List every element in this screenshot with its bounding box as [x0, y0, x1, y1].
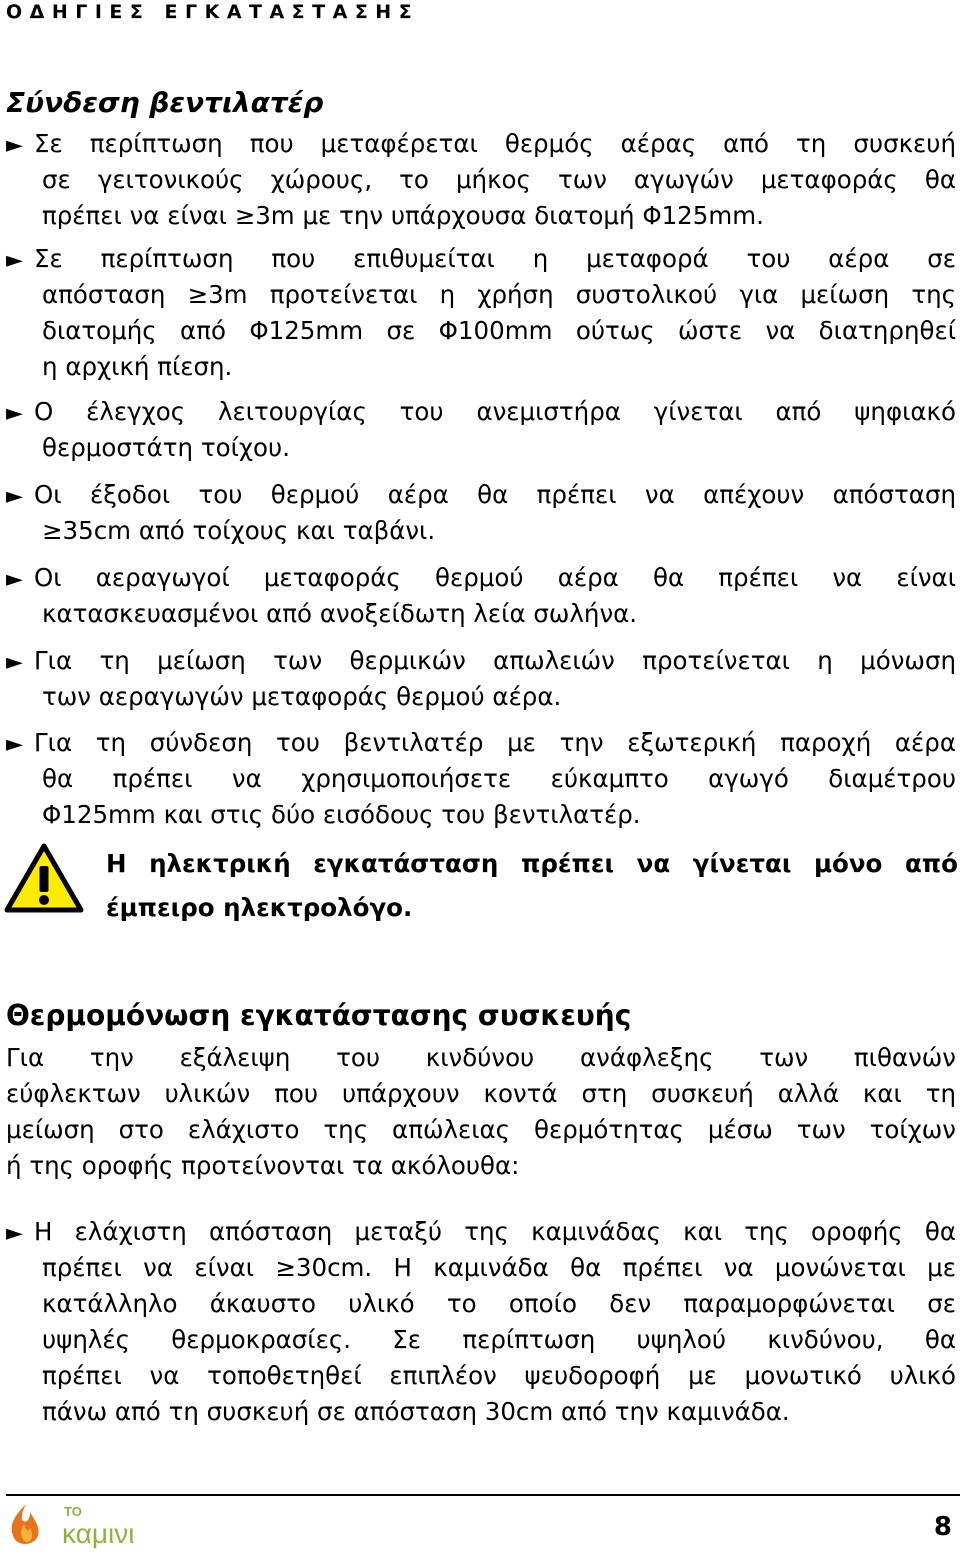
bullet-item-1: ► Σε περίπτωση που μεταφέρεται θερμός αέρας από τη συσκευή σε γειτονικούς χώρους, το μήκος των αγωγών μεταφοράς θα πρέπει να είναι ≥3m με την υπάρχουσα διατομή Φ125mm. — [6, 126, 956, 234]
bullet-arrow-icon: ► — [6, 650, 23, 675]
greater-equal-symbol: ≥ — [42, 516, 63, 545]
bullet-item-7: ► Για τη σύνδεση του βεντιλατέρ με την εξωτερική παροχή αέρα θα πρέπει να χρησιμοποιήσετε εύκαμπτο αγωγό διαμέτρου Φ125mm και στις δύο εισόδους του βεντιλατέρ. — [6, 728, 956, 829]
logo-text-main: καμινι — [62, 1518, 135, 1549]
bullet-arrow-icon: ► — [6, 133, 23, 158]
bullet-item-insulation: ► Η ελάχιστη απόσταση μεταξύ της καμινάδας και της οροφής θα πρέπει να είναι ≥30cm. Η καμινάδα θα πρέπει να μονώνεται με κατάλληλο άκαυστο υλικό το οποίο δεν παραμορφώνεται σε υψηλές θερμοκρασίες. Σε περίπτωση υψηλού κινδύνου, θα πρέπει να τοποθετηθεί επιπλέον ψευδοροφή με μονωτικό υλικό πάνω από τη συσκευή σε απόσταση 30cm από την καμινάδα. — [6, 1217, 956, 1426]
bullet-arrow-icon: ► — [6, 401, 23, 426]
bullet-arrow-icon: ► — [6, 1221, 23, 1246]
bullet-arrow-icon: ► — [6, 484, 23, 509]
intro-paragraph: Για την εξάλειψη του κινδύνου ανάφλεξης των πιθανών εύφλεκτων υλικών που υπάρχουν κοντά στη συσκευή αλλά και τη μείωση στο ελάχιστο της απώλειας θερμότητας μέσω των τοίχων ή της οροφής προτείνονται τα ακόλουθα: — [6, 1043, 956, 1180]
to-kamini-logo — [4, 1498, 174, 1550]
bullet-arrow-icon: ► — [6, 732, 23, 757]
bullet-arrow-icon: ► — [6, 567, 23, 592]
greater-equal-symbol: ≥ — [187, 280, 209, 309]
section-title-fan-connection: Σύνδεση βεντιλατέρ — [6, 86, 324, 119]
greater-equal-symbol: ≥ — [234, 201, 256, 230]
bullet-item-4: ► Οι έξοδοι του θερμού αέρα θα πρέπει να απέχουν απόσταση ≥35cm από τοίχους και ταβάνι. — [6, 477, 956, 549]
greater-equal-symbol: ≥ — [275, 1253, 296, 1282]
section-title-thermal-insulation: Θερμομόνωση εγκατάστασης συσκευής — [6, 999, 632, 1032]
footer-divider — [6, 1494, 960, 1496]
document-header: ΟΔΗΓΙΕΣ ΕΓΚΑΤΑΣΤΑΣΗΣ — [6, 1, 420, 23]
bullet-arrow-icon: ► — [6, 248, 23, 273]
logo-text-small: ΤΟ — [64, 1504, 82, 1519]
page-number: 8 — [933, 1512, 952, 1542]
electrical-warning: Η ηλεκτρική εγκατάσταση πρέπει να γίνεται μόνο από έμπειρο ηλεκτρολόγο. — [106, 849, 958, 922]
warning-triangle-icon — [4, 842, 84, 914]
bullet-item-3: ► Ο έλεγχος λειτουργίας του ανεμιστήρα γίνεται από ψηφιακό θερμοστάτη τοίχου. — [6, 397, 956, 462]
bullet-item-6: ► Για τη μείωση των θερμικών απωλειών προτείνεται η μόνωση των αεραγωγών μεταφοράς θερμού αέρα. — [6, 646, 956, 711]
bullet-item-2: ► Σε περίπτωση που επιθυμείται η μεταφορά του αέρα σε απόσταση ≥3m προτείνεται η χρήση συστολικού για μείωση της διατομής από Φ125mm σε Φ100mm ούτως ώστε να διατηρηθεί η αρχική πίεση. — [6, 244, 956, 381]
bullet-item-5: ► Οι αεραγωγοί μεταφοράς θερμού αέρα θα πρέπει να είναι κατασκευασμένοι από ανοξείδωτη λεία σωλήνα. — [6, 563, 956, 628]
